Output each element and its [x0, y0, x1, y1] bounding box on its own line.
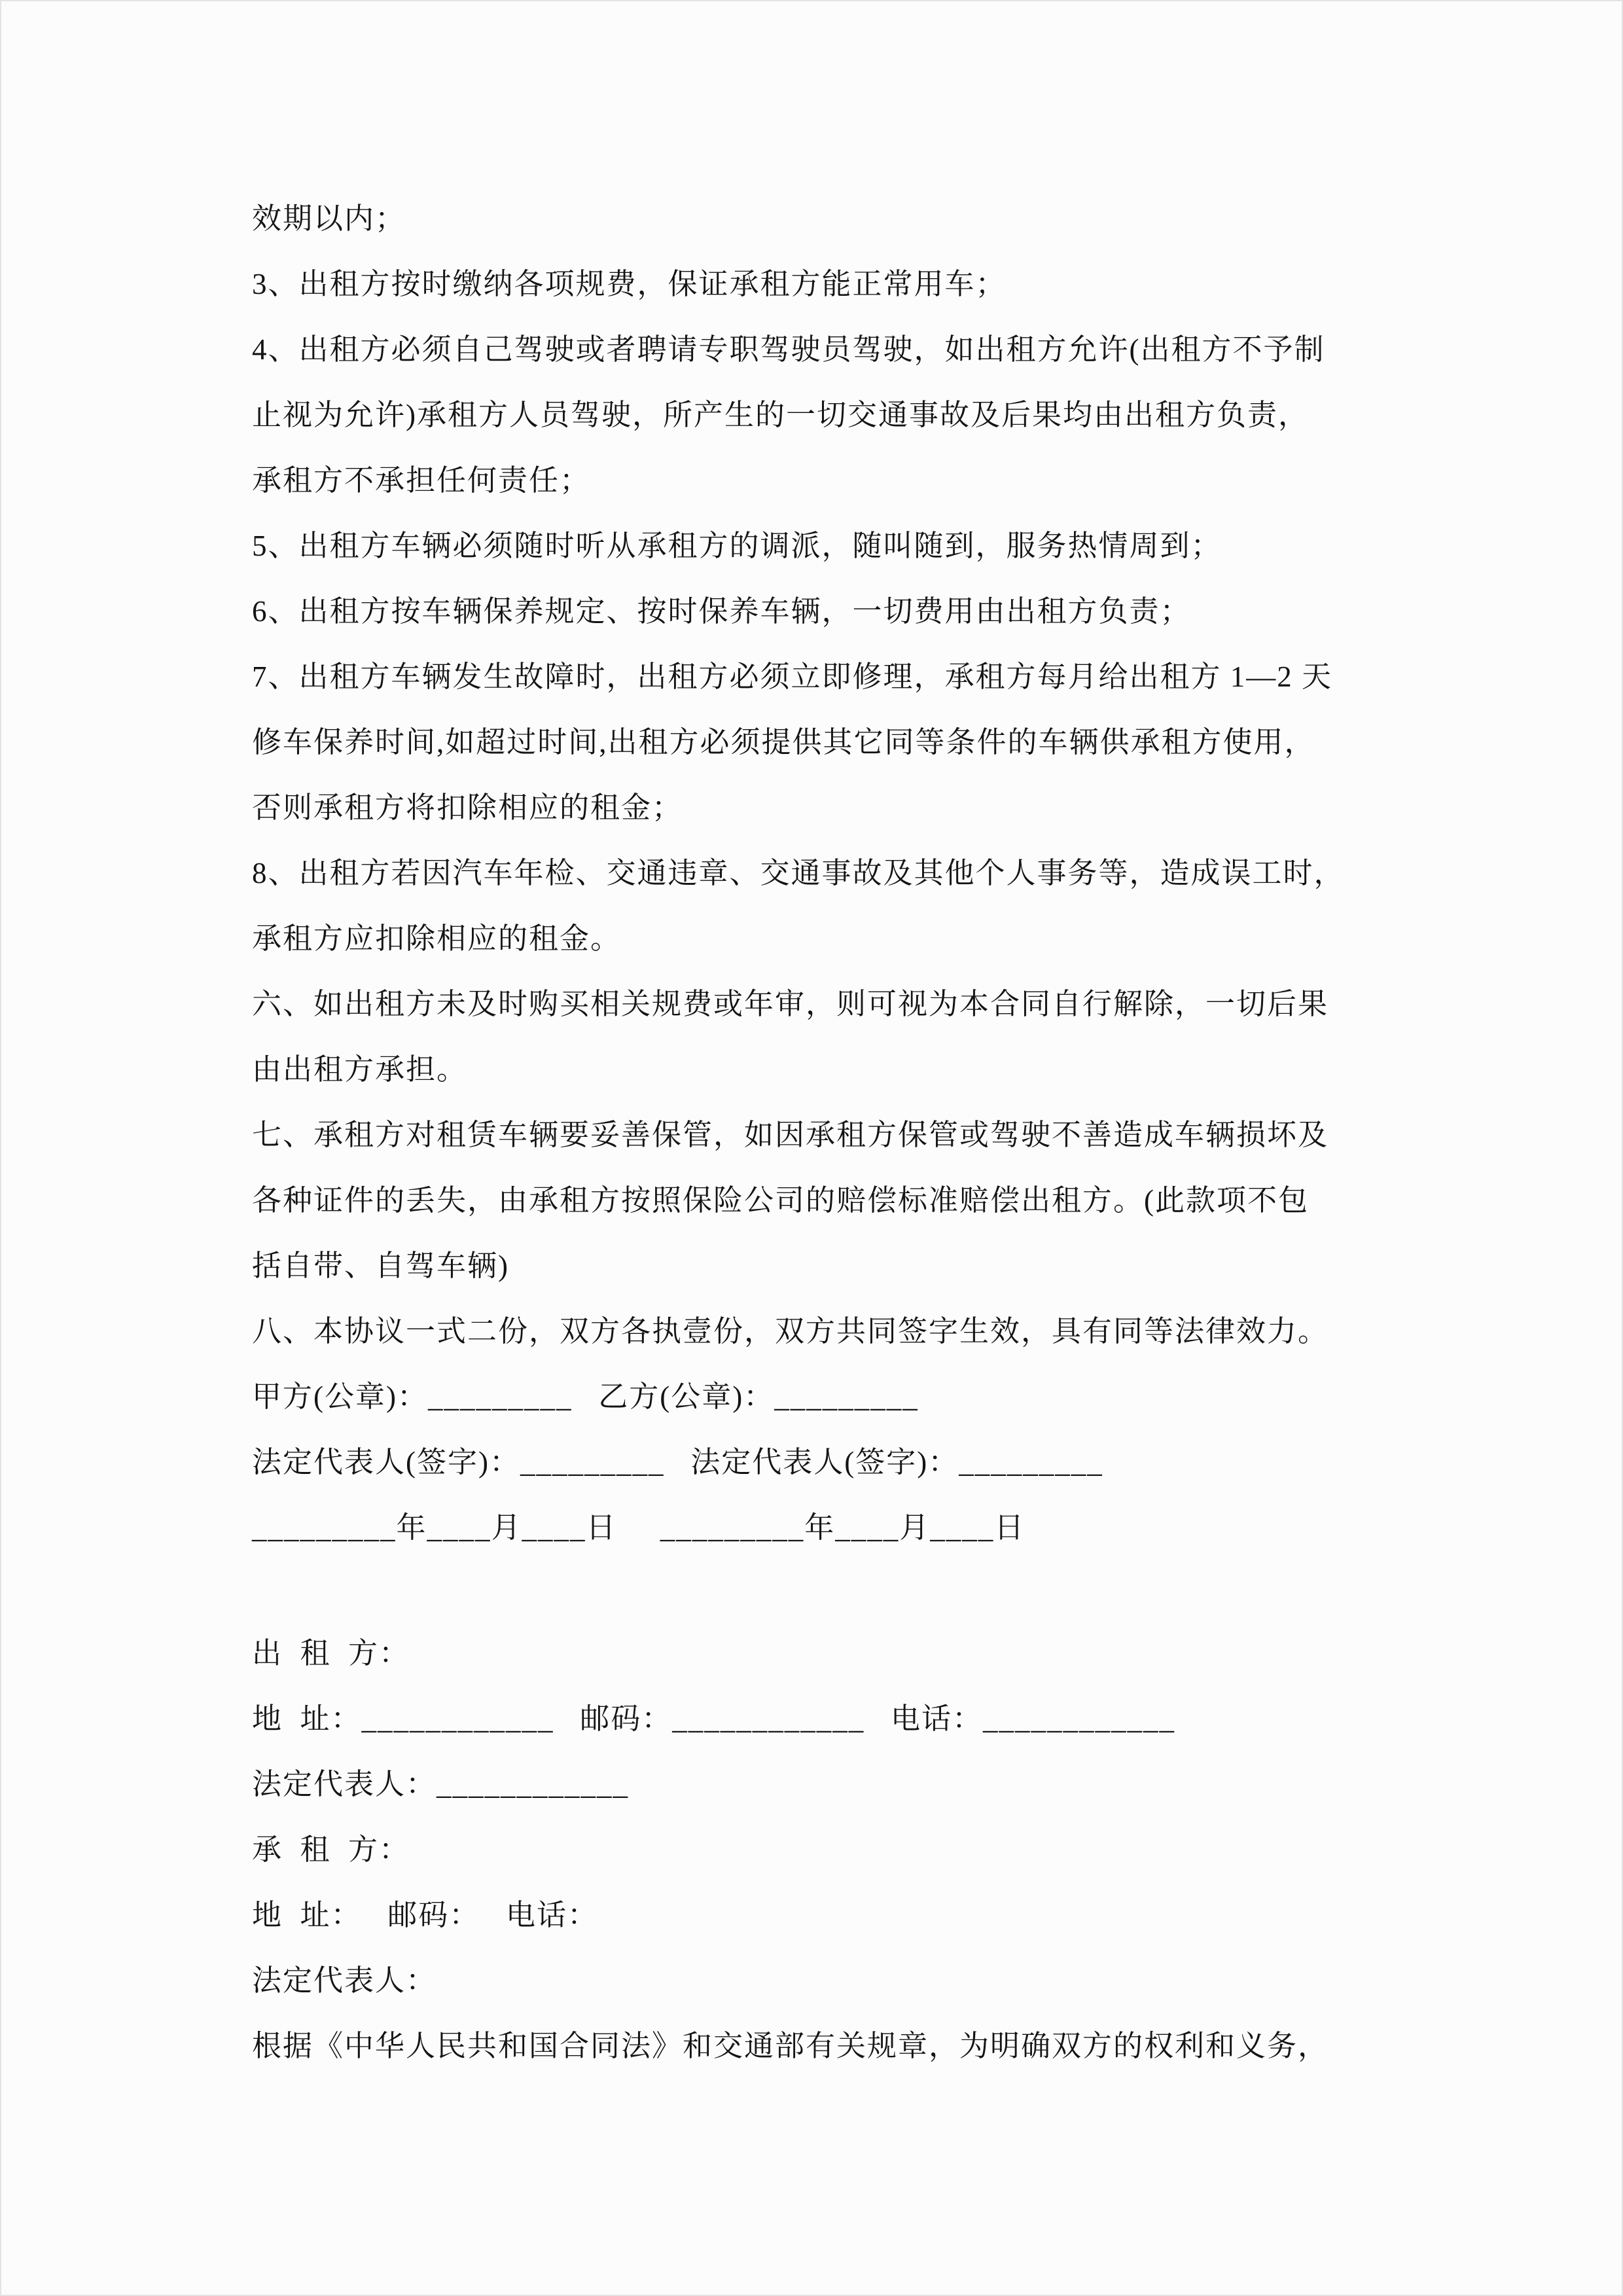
blank-line — [252, 1560, 1430, 1621]
document-line: 各种证件的丢失，由承租方按照保险公司的赔偿标准赔偿出租方。(此款项不包 — [252, 1184, 1309, 1217]
document-line: 6、出租方按车辆保养规定、按时保养车辆，一切费用由出租方负责； — [252, 595, 1191, 628]
document-line: 8、出租方若因汽车年检、交通违章、交通事故及其他个人事务等，造成误工时， — [252, 857, 1345, 889]
document-line: 5、出租方车辆必须随时听从承租方的调派，随叫随到，服务热情周到； — [252, 529, 1222, 562]
lessor-address-line: 地 址：____________ 邮码：____________ 电话：____________ — [252, 1702, 1176, 1735]
document-line: 根据《中华人民共和国合同法》和交通部有关规章，为明确双方的权利和义务， — [252, 2030, 1329, 2062]
document-content — [252, 186, 1430, 2079]
document-line: 效期以内； — [252, 202, 406, 235]
document-line: 括自带、自驾车辆) — [252, 1249, 509, 1282]
document-line: 承租方不承担任何责任； — [252, 464, 591, 497]
document-line: 3、出租方按时缴纳各项规费，保证承租方能正常用车； — [252, 268, 1007, 300]
signature-line-legal-representative: 法定代表人(签字)：_________ 法定代表人(签字)：_________ — [252, 1446, 1103, 1479]
document-line: 八、本协议一式二份，双方各执壹份，双方共同签字生效，具有同等法律效力。 — [252, 1315, 1329, 1348]
lessor-label-line: 出 租 方： — [252, 1637, 410, 1670]
date-line: _________年____月____日 _________年____月____日 — [252, 1511, 1026, 1544]
document-line: 止视为允许)承租方人员驾驶，所产生的一切交通事故及后果均由出租方负责， — [252, 399, 1309, 431]
document-line: 修车保养时间,如超过时间,出租方必须提供其它同等条件的车辆供承租方使用， — [252, 726, 1315, 759]
lessor-legal-representative-line: 法定代表人：____________ — [252, 1768, 630, 1801]
signature-line-party-a-b: 甲方(公章)：_________ 乙方(公章)：_________ — [252, 1380, 919, 1413]
lessee-legal-representative-line: 法定代表人： — [252, 1964, 437, 1997]
document-line: 七、承租方对租赁车辆要妥善保管，如因承租方保管或驾驶不善造成车辆损坏及 — [252, 1119, 1329, 1151]
document-line: 7、出租方车辆发生故障时，出租方必须立即修理，承租方每月给出租方 1—2 天 — [252, 660, 1333, 693]
lessee-address-line: 地 址： 邮码： 电话： — [252, 1899, 599, 1931]
document-line: 否则承租方将扣除相应的租金； — [252, 791, 683, 824]
document-line: 承租方应扣除相应的租金。 — [252, 922, 622, 955]
document-line: 由出租方承担。 — [252, 1053, 468, 1086]
document-line: 4、出租方必须自己驾驶或者聘请专职驾驶员驾驶，如出租方允许(出租方不予制 — [252, 333, 1325, 366]
lessee-label-line: 承 租 方： — [252, 1833, 410, 1866]
document-line: 六、如出租方未及时购买相关规费或年审，则可视为本合同自行解除，一切后果 — [252, 988, 1329, 1020]
